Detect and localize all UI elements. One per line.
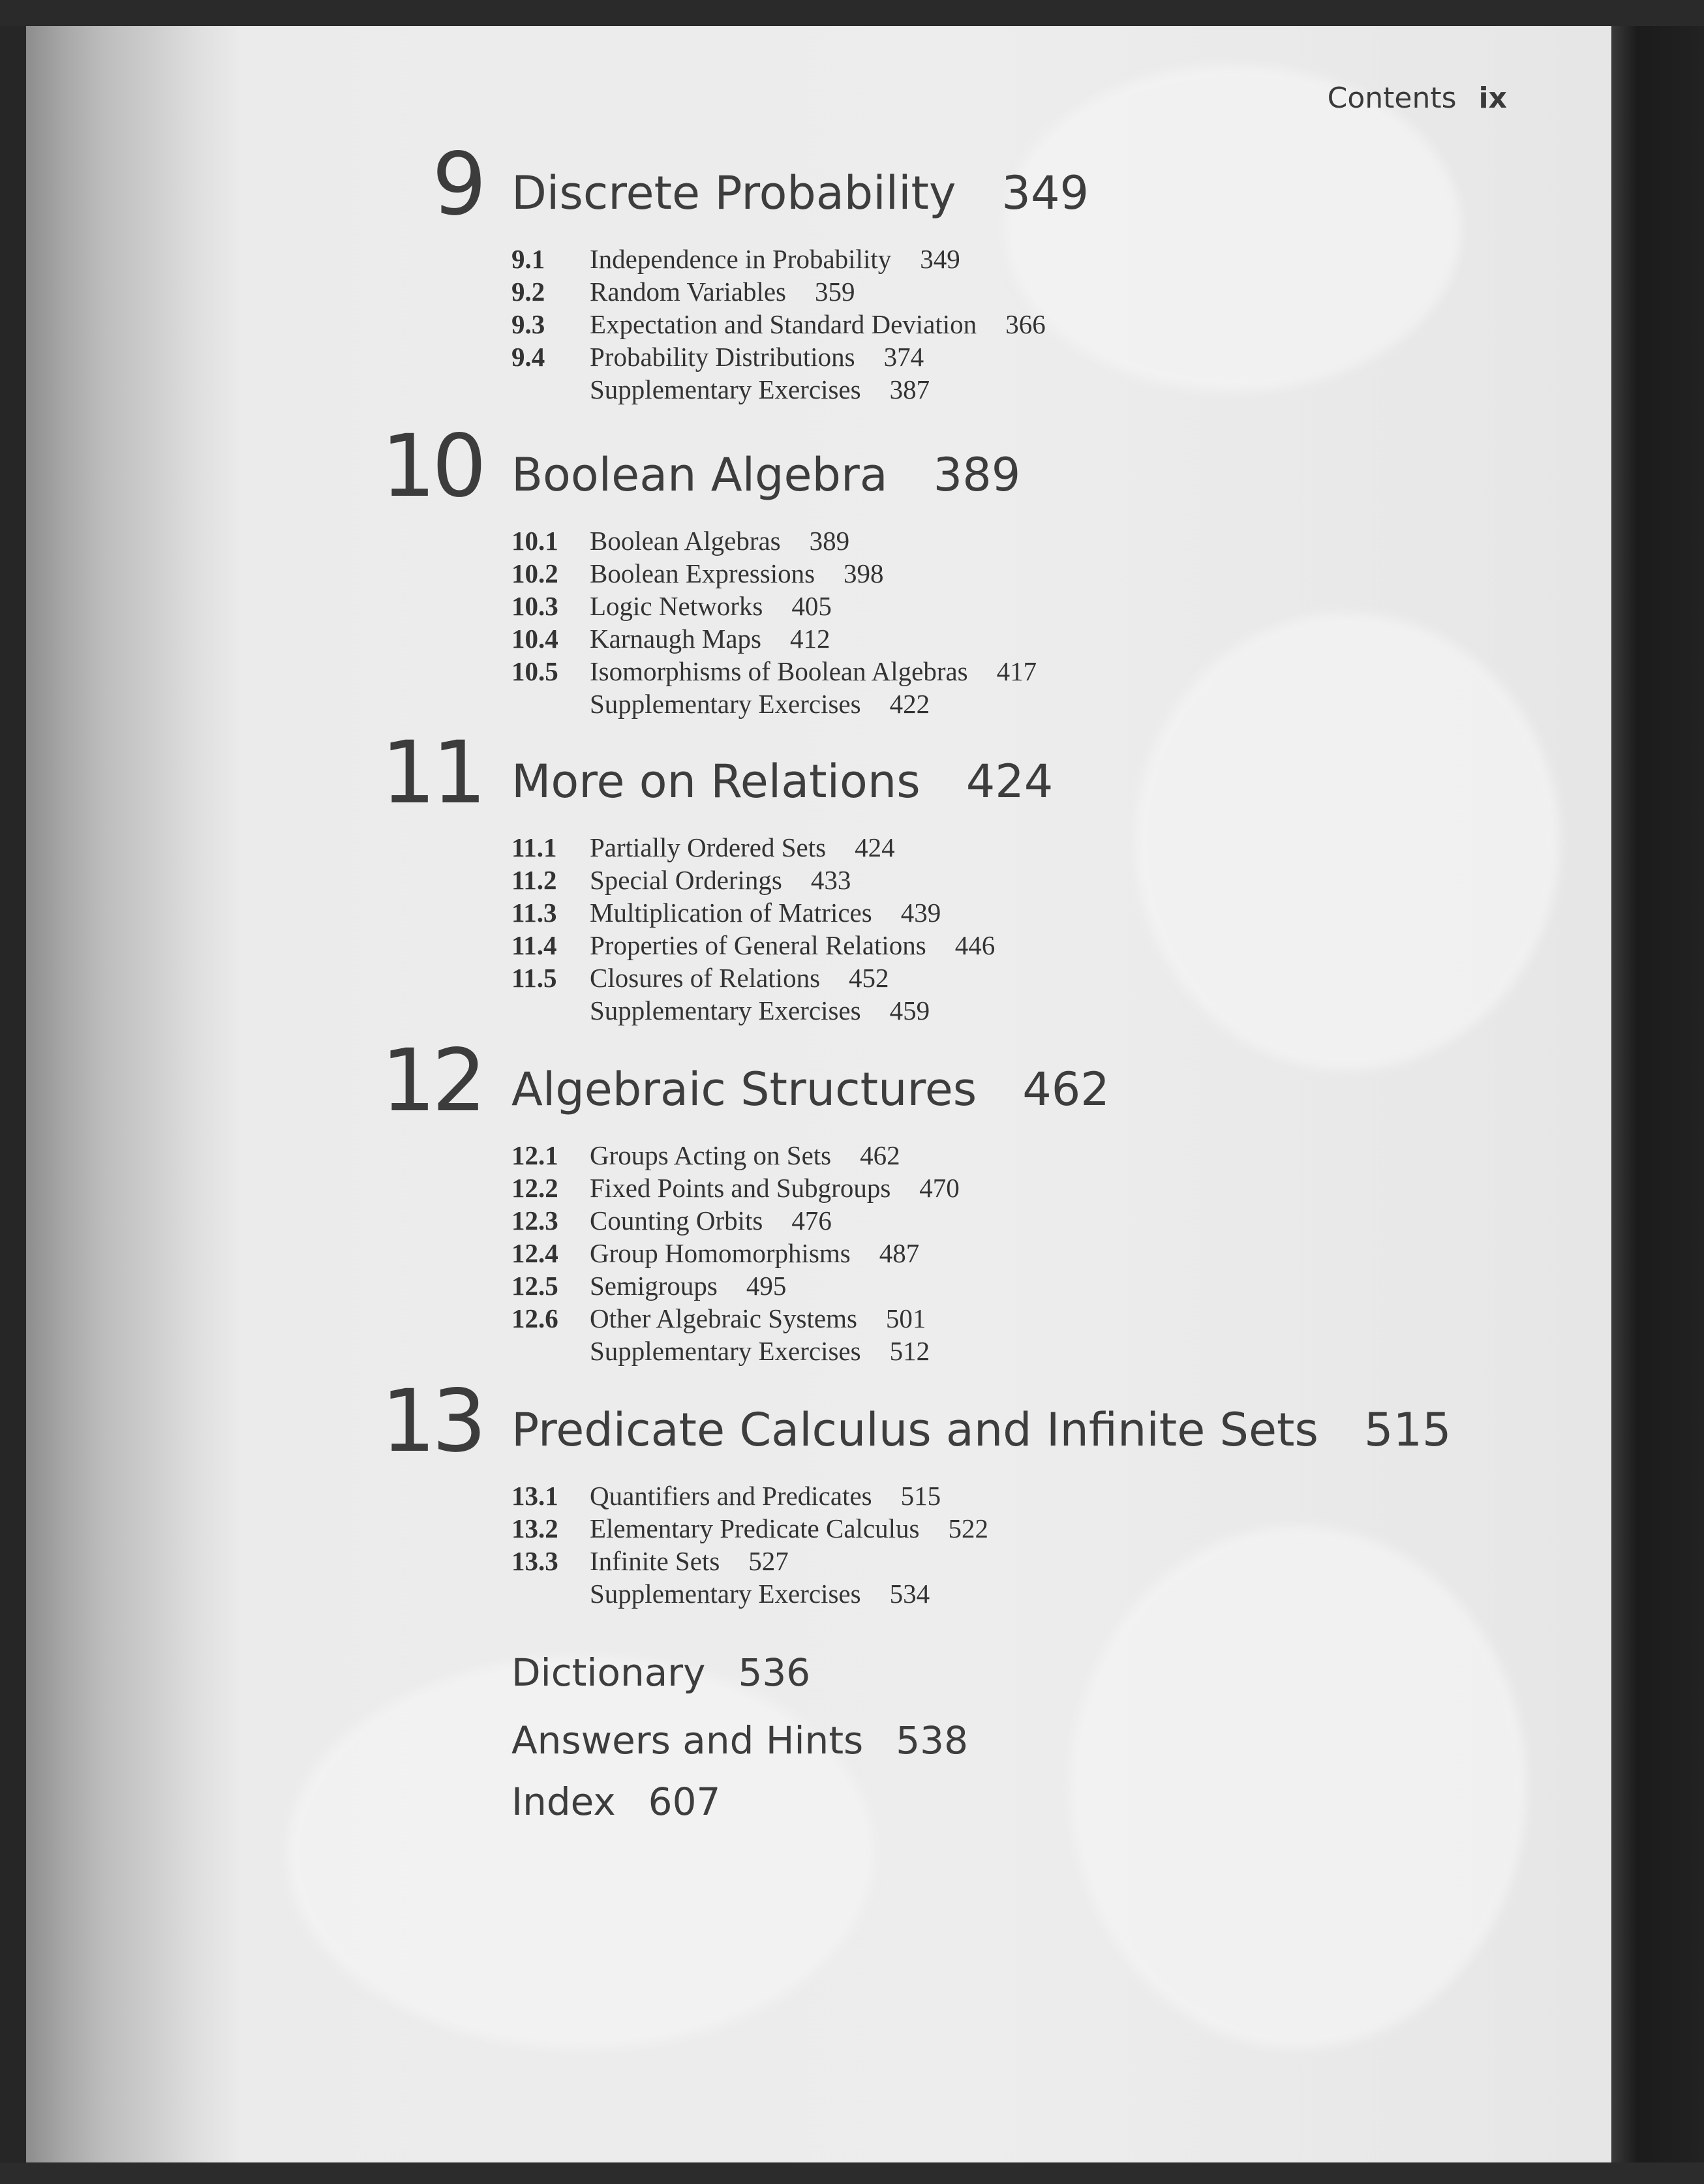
section-title: Boolean Algebras bbox=[590, 526, 781, 556]
section-title: Infinite Sets bbox=[590, 1546, 720, 1576]
section-page: 398 bbox=[844, 558, 884, 588]
section-entry bbox=[511, 1302, 1540, 1335]
section-title: Supplementary Exercises bbox=[590, 995, 861, 1025]
backmatter-answers bbox=[511, 1718, 968, 1763]
section-entry bbox=[511, 831, 1540, 864]
section-title: Logic Networks bbox=[590, 591, 763, 621]
section-number: 9.1 bbox=[511, 244, 545, 274]
section-entry bbox=[511, 1577, 1540, 1610]
chapter-12 bbox=[365, 1031, 1540, 1367]
section-title: Semigroups bbox=[590, 1271, 718, 1301]
section-page: 387 bbox=[889, 374, 930, 404]
section-number: 11.4 bbox=[511, 930, 557, 960]
chapter-number: 10 bbox=[381, 416, 483, 517]
section-title: Supplementary Exercises bbox=[590, 689, 861, 719]
section-entry bbox=[511, 243, 1540, 275]
section-number: 10.1 bbox=[511, 526, 558, 556]
section-number: 13.3 bbox=[511, 1546, 558, 1576]
section-number: 9.2 bbox=[511, 277, 545, 307]
section-page: 366 bbox=[1005, 309, 1046, 339]
section-entry bbox=[511, 1335, 1540, 1367]
section-page: 527 bbox=[748, 1546, 789, 1576]
section-number: 9.4 bbox=[511, 342, 545, 372]
scan-bottom-edge bbox=[0, 2162, 1704, 2184]
section-entry bbox=[511, 275, 1540, 308]
section-title: Groups Acting on Sets bbox=[590, 1140, 832, 1170]
chapter-title-text: Boolean Algebra bbox=[511, 448, 888, 502]
chapter-9 bbox=[365, 134, 1540, 406]
section-page: 534 bbox=[889, 1579, 930, 1609]
section-title: Counting Orbits bbox=[590, 1206, 763, 1236]
section-page: 470 bbox=[919, 1173, 960, 1203]
section-number: 12.2 bbox=[511, 1173, 558, 1203]
chapter-title bbox=[511, 449, 1020, 501]
section-number: 10.4 bbox=[511, 624, 558, 654]
page-folio: ix bbox=[1478, 82, 1507, 115]
section-page: 522 bbox=[948, 1513, 988, 1543]
section-title: Other Algebraic Systems bbox=[590, 1303, 857, 1333]
section-page: 515 bbox=[900, 1481, 941, 1511]
chapter-13 bbox=[365, 1371, 1540, 1610]
section-page: 495 bbox=[746, 1271, 787, 1301]
section-page: 424 bbox=[855, 832, 895, 862]
section-number: 10.3 bbox=[511, 591, 558, 621]
chapter-page: 424 bbox=[966, 755, 1054, 808]
section-number: 10.2 bbox=[511, 558, 558, 588]
section-list bbox=[511, 524, 1540, 720]
backmatter-title: Dictionary bbox=[511, 1650, 706, 1695]
section-entry bbox=[511, 688, 1540, 720]
section-list bbox=[511, 1139, 1540, 1367]
chapter-title bbox=[511, 1063, 1110, 1115]
running-head bbox=[1292, 82, 1507, 115]
section-page: 412 bbox=[790, 624, 830, 654]
section-entry bbox=[511, 1172, 1540, 1204]
section-entry bbox=[511, 622, 1540, 655]
section-number: 12.1 bbox=[511, 1140, 558, 1170]
section-title: Closures of Relations bbox=[590, 963, 821, 993]
paper-blotch bbox=[287, 1657, 874, 2048]
backmatter-title: Index bbox=[511, 1780, 616, 1824]
section-title: Karnaugh Maps bbox=[590, 624, 762, 654]
backmatter-dictionary bbox=[511, 1650, 810, 1695]
section-page: 452 bbox=[849, 963, 889, 993]
section-title: Boolean Expressions bbox=[590, 558, 815, 588]
section-number: 11.2 bbox=[511, 865, 557, 895]
section-number: 12.3 bbox=[511, 1206, 558, 1236]
section-list bbox=[511, 243, 1540, 406]
section-entry bbox=[511, 590, 1540, 622]
section-page: 405 bbox=[791, 591, 832, 621]
chapter-number: 9 bbox=[432, 134, 483, 235]
section-entry bbox=[511, 1545, 1540, 1577]
section-page: 462 bbox=[860, 1140, 900, 1170]
section-title: Quantifiers and Predicates bbox=[590, 1481, 872, 1511]
chapter-title-text: Algebraic Structures bbox=[511, 1063, 977, 1116]
chapter-title bbox=[511, 1404, 1452, 1456]
section-number: 13.1 bbox=[511, 1481, 558, 1511]
chapter-title-text: Predicate Calculus and Infinite Sets bbox=[511, 1403, 1318, 1457]
section-page: 422 bbox=[889, 689, 930, 719]
section-title: Supplementary Exercises bbox=[590, 1336, 861, 1366]
section-entry bbox=[511, 1237, 1540, 1269]
section-number: 9.3 bbox=[511, 309, 545, 339]
section-entry bbox=[511, 373, 1540, 406]
section-page: 389 bbox=[809, 526, 850, 556]
section-entry bbox=[511, 1139, 1540, 1172]
chapter-title bbox=[511, 167, 1089, 219]
chapter-title-text: More on Relations bbox=[511, 755, 920, 808]
section-entry bbox=[511, 1479, 1540, 1512]
scan-right-edge bbox=[1611, 26, 1704, 2184]
section-title: Probability Distributions bbox=[590, 342, 855, 372]
section-page: 439 bbox=[900, 898, 941, 928]
section-page: 487 bbox=[879, 1238, 920, 1268]
section-title: Multiplication of Matrices bbox=[590, 898, 872, 928]
section-title: Special Orderings bbox=[590, 865, 782, 895]
section-title: Partially Ordered Sets bbox=[590, 832, 827, 862]
section-entry bbox=[511, 341, 1540, 373]
backmatter-page: 536 bbox=[738, 1650, 811, 1695]
section-number: 10.5 bbox=[511, 656, 558, 686]
section-page: 512 bbox=[889, 1336, 930, 1366]
chapter-number: 13 bbox=[381, 1371, 483, 1472]
section-page: 359 bbox=[815, 277, 855, 307]
section-entry bbox=[511, 1269, 1540, 1302]
section-title: Supplementary Exercises bbox=[590, 1579, 861, 1609]
backmatter-title: Answers and Hints bbox=[511, 1718, 864, 1763]
section-entry bbox=[511, 557, 1540, 590]
section-title: Supplementary Exercises bbox=[590, 374, 861, 404]
section-title: Elementary Predicate Calculus bbox=[590, 1513, 920, 1543]
chapter-title bbox=[511, 755, 1053, 808]
section-entry bbox=[511, 929, 1540, 962]
section-title: Group Homomorphisms bbox=[590, 1238, 851, 1268]
chapter-10 bbox=[365, 416, 1540, 720]
section-title: Expectation and Standard Deviation bbox=[590, 309, 977, 339]
section-entry bbox=[511, 308, 1540, 341]
section-page: 417 bbox=[996, 656, 1037, 686]
section-page: 433 bbox=[810, 865, 851, 895]
chapter-page: 515 bbox=[1363, 1403, 1452, 1457]
section-entry bbox=[511, 864, 1540, 896]
section-title: Properties of General Relations bbox=[590, 930, 926, 960]
section-page: 476 bbox=[791, 1206, 832, 1236]
section-page: 446 bbox=[954, 930, 996, 960]
section-list bbox=[511, 831, 1540, 1027]
section-entry bbox=[511, 655, 1540, 688]
section-entry bbox=[511, 1204, 1540, 1237]
section-page: 501 bbox=[885, 1303, 926, 1333]
running-head-label: Contents bbox=[1327, 82, 1457, 115]
section-number: 11.3 bbox=[511, 898, 557, 928]
section-list bbox=[511, 1479, 1540, 1610]
section-number: 12.4 bbox=[511, 1238, 558, 1268]
section-number: 11.1 bbox=[511, 832, 557, 862]
backmatter-page: 538 bbox=[896, 1718, 968, 1763]
section-page: 349 bbox=[920, 244, 960, 274]
section-entry bbox=[511, 962, 1540, 994]
backmatter-page: 607 bbox=[648, 1780, 721, 1824]
section-number: 12.6 bbox=[511, 1303, 558, 1333]
section-number: 13.2 bbox=[511, 1513, 558, 1543]
section-title: Isomorphisms of Boolean Algebras bbox=[590, 656, 968, 686]
section-page: 374 bbox=[883, 342, 924, 372]
section-entry bbox=[511, 896, 1540, 929]
chapter-number: 11 bbox=[381, 723, 483, 823]
scan-top-edge bbox=[0, 0, 1704, 26]
chapter-title-text: Discrete Probability bbox=[511, 166, 956, 220]
section-title: Random Variables bbox=[590, 277, 786, 307]
section-title: Independence in Probability bbox=[590, 244, 892, 274]
chapter-page: 349 bbox=[1001, 166, 1089, 220]
chapter-page: 462 bbox=[1022, 1063, 1110, 1116]
chapter-11 bbox=[365, 723, 1540, 1027]
backmatter-index bbox=[511, 1780, 720, 1824]
section-number: 11.5 bbox=[511, 963, 557, 993]
section-entry bbox=[511, 1512, 1540, 1545]
chapter-page: 389 bbox=[933, 448, 1021, 502]
section-page: 459 bbox=[889, 995, 930, 1025]
section-title: Fixed Points and Subgroups bbox=[590, 1173, 891, 1203]
section-entry bbox=[511, 524, 1540, 557]
section-number: 12.5 bbox=[511, 1271, 558, 1301]
section-entry bbox=[511, 994, 1540, 1027]
chapter-number: 12 bbox=[381, 1031, 483, 1131]
